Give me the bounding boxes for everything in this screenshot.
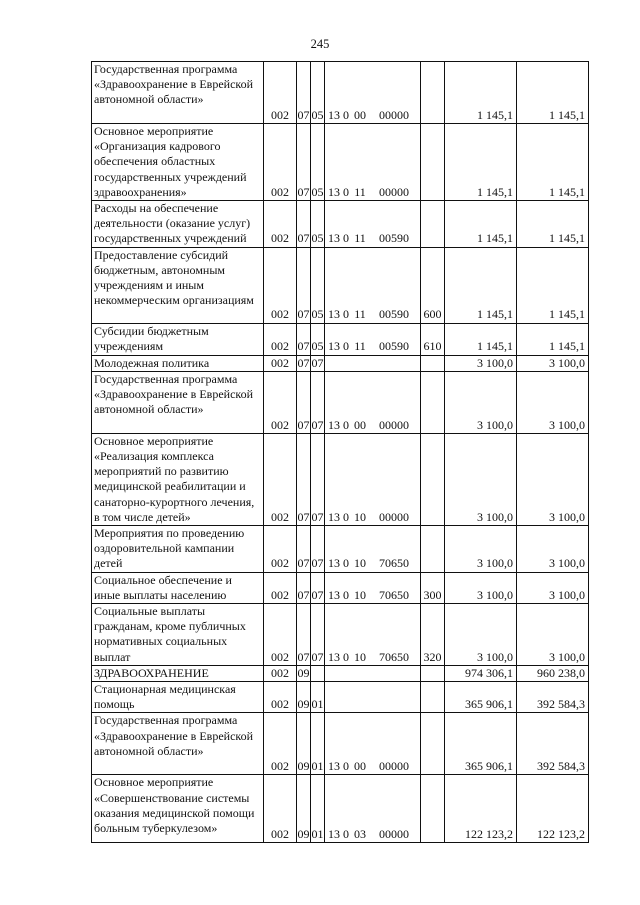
target-article-cell — [325, 124, 421, 201]
ministry-code-cell: 002 — [264, 371, 297, 433]
section-code-cell: 07 — [297, 201, 311, 248]
sum-year1-cell: 3 100,0 — [445, 604, 517, 666]
subsection-code-cell: 07 — [311, 604, 325, 666]
sum-year1-cell: 3 100,0 — [445, 526, 517, 573]
main-event-code: 03 — [354, 827, 366, 842]
expense-type-cell — [421, 526, 445, 573]
subprogram-code: 0 — [343, 184, 349, 199]
ministry-code-cell: 002 — [264, 124, 297, 201]
direction-code: 00000 — [379, 417, 409, 432]
section-code-cell: 07 — [297, 433, 311, 525]
ministry-code-cell: 002 — [264, 665, 297, 681]
subsection-code-cell: 01 — [311, 775, 325, 843]
sum-year1-cell: 3 100,0 — [445, 433, 517, 525]
table-row — [92, 682, 589, 713]
item-name-cell: Государственная программа «Здравоохранение в Еврейской автономной области» — [92, 371, 264, 433]
sum-year2-cell: 1 145,1 — [517, 124, 589, 201]
subsection-code-cell: 05 — [311, 247, 325, 323]
table-row — [92, 247, 589, 323]
ministry-code-cell: 002 — [264, 62, 297, 124]
subsection-code-cell: 07 — [311, 433, 325, 525]
direction-code: 00590 — [379, 339, 409, 354]
item-name-cell: Расходы на обеспечение деятельности (оказание услуг) государственных учреждений — [92, 201, 264, 248]
target-program-code: 13 — [328, 417, 340, 432]
section-code-cell: 09 — [297, 713, 311, 775]
expense-type-cell — [421, 201, 445, 248]
sum-year1-cell: 365 906,1 — [445, 713, 517, 775]
sum-year2-cell: 1 145,1 — [517, 247, 589, 323]
table-row — [92, 433, 589, 525]
main-event-code: 10 — [354, 556, 366, 571]
subsection-code-cell: 01 — [311, 713, 325, 775]
ministry-code-cell: 002 — [264, 201, 297, 248]
table-row — [92, 371, 589, 433]
target-program-code: 13 — [328, 307, 340, 322]
target-article-cell — [325, 371, 421, 433]
sum-year1-cell: 974 306,1 — [445, 665, 517, 681]
subsection-code-cell: 07 — [311, 572, 325, 603]
target-program-code: 13 — [328, 587, 340, 602]
expense-type-cell: 300 — [421, 572, 445, 603]
expense-type-cell: 610 — [421, 323, 445, 355]
table-row — [92, 604, 589, 666]
subprogram-code: 0 — [343, 307, 349, 322]
target-program-code: 13 — [328, 556, 340, 571]
table-row — [92, 323, 589, 355]
target-article-cell — [325, 665, 421, 681]
subsection-code-cell: 07 — [311, 526, 325, 573]
direction-code: 00000 — [379, 827, 409, 842]
sum-year2-cell: 1 145,1 — [517, 323, 589, 355]
expense-type-cell — [421, 665, 445, 681]
sum-year1-cell: 365 906,1 — [445, 682, 517, 713]
sum-year2-cell: 122 123,2 — [517, 775, 589, 843]
main-event-code: 10 — [354, 587, 366, 602]
subprogram-code: 0 — [343, 417, 349, 432]
direction-code: 00590 — [379, 231, 409, 246]
expense-type-cell — [421, 124, 445, 201]
item-name-cell: Государственная программа «Здравоохранение в Еврейской автономной области» — [92, 62, 264, 124]
ministry-code-cell: 002 — [264, 775, 297, 843]
item-name-cell: Молодежная политика — [92, 355, 264, 371]
section-code-cell: 07 — [297, 323, 311, 355]
item-name-cell: Государственная программа «Здравоохранение в Еврейской автономной области» — [92, 713, 264, 775]
item-name-cell: Социальное обеспечение и иные выплаты населению — [92, 572, 264, 603]
section-code-cell: 07 — [297, 604, 311, 666]
section-code-cell: 07 — [297, 572, 311, 603]
target-article-cell — [325, 201, 421, 248]
target-program-code: 13 — [328, 509, 340, 524]
direction-code: 00000 — [379, 107, 409, 122]
direction-code: 70650 — [379, 649, 409, 664]
ministry-code-cell: 002 — [264, 713, 297, 775]
ministry-code-cell: 002 — [264, 323, 297, 355]
subprogram-code: 0 — [343, 827, 349, 842]
main-event-code: 00 — [354, 107, 366, 122]
sum-year1-cell: 1 145,1 — [445, 247, 517, 323]
subprogram-code: 0 — [343, 759, 349, 774]
subprogram-code: 0 — [343, 587, 349, 602]
target-program-code: 13 — [328, 339, 340, 354]
subsection-code-cell: 05 — [311, 323, 325, 355]
sum-year1-cell: 3 100,0 — [445, 371, 517, 433]
target-article-cell — [325, 355, 421, 371]
item-name-cell: Мероприятия по проведению оздоровительной кампании детей — [92, 526, 264, 573]
direction-code: 00000 — [379, 184, 409, 199]
subsection-code-cell: 05 — [311, 124, 325, 201]
sum-year2-cell: 3 100,0 — [517, 371, 589, 433]
target-program-code: 13 — [328, 759, 340, 774]
main-event-code: 11 — [354, 339, 366, 354]
target-article-cell — [325, 572, 421, 603]
section-code-cell: 09 — [297, 682, 311, 713]
item-name-cell: Предоставление субсидий бюджетным, автономным учреждениям и иным некоммерческим организациям — [92, 247, 264, 323]
target-article-cell — [325, 247, 421, 323]
target-article-cell — [325, 775, 421, 843]
item-name-cell: Субсидии бюджетным учреждениям — [92, 323, 264, 355]
section-code-cell: 07 — [297, 355, 310, 370]
direction-code: 00000 — [379, 509, 409, 524]
subsection-code-cell: 01 — [311, 682, 325, 713]
sum-year2-cell: 1 145,1 — [517, 62, 589, 124]
sum-year1-cell: 3 100,0 — [445, 355, 517, 371]
subprogram-code: 0 — [343, 231, 349, 246]
subprogram-code: 0 — [343, 107, 349, 122]
subprogram-code: 0 — [343, 556, 349, 571]
expense-type-cell — [421, 433, 445, 525]
section-code-cell: 09 — [297, 665, 310, 680]
target-article-cell — [325, 323, 421, 355]
expense-type-cell: 320 — [421, 604, 445, 666]
subsection-code-cell — [311, 665, 325, 681]
subsection-code-cell: 07 — [311, 355, 324, 370]
section-code-cell: 07 — [297, 371, 311, 433]
item-name-cell: ЗДРАВООХРАНЕНИЕ — [92, 665, 264, 681]
ministry-code-cell: 002 — [264, 526, 297, 573]
section-code-cell: 07 — [297, 62, 311, 124]
sum-year2-cell: 3 100,0 — [517, 526, 589, 573]
sum-year1-cell: 3 100,0 — [445, 572, 517, 603]
sum-year2-cell: 3 100,0 — [517, 572, 589, 603]
direction-code: 00590 — [379, 307, 409, 322]
target-program-code: 13 — [328, 827, 340, 842]
sum-year1-cell: 1 145,1 — [445, 201, 517, 248]
table-row — [92, 572, 589, 603]
sum-year2-cell: 3 100,0 — [517, 355, 589, 371]
item-name-cell: Стационарная медицинская помощь — [92, 682, 264, 713]
item-name-cell: Основное мероприятие «Совершенствование системы оказания медицинской помощи больным туберкулезом» — [92, 775, 264, 843]
table-row — [92, 665, 589, 681]
expense-type-cell — [421, 355, 445, 371]
table-row — [92, 201, 589, 248]
main-event-code: 10 — [354, 509, 366, 524]
subprogram-code: 0 — [343, 509, 349, 524]
ministry-code-cell: 002 — [264, 604, 297, 666]
subprogram-code: 0 — [343, 339, 349, 354]
ministry-code-cell: 002 — [264, 572, 297, 603]
ministry-code-cell: 002 — [264, 247, 297, 323]
subsection-code-cell: 05 — [311, 62, 325, 124]
main-event-code: 00 — [354, 759, 366, 774]
target-article-cell — [325, 433, 421, 525]
sum-year1-cell: 1 145,1 — [445, 62, 517, 124]
sum-year1-cell: 1 145,1 — [445, 323, 517, 355]
expense-type-cell — [421, 371, 445, 433]
section-code-cell: 07 — [297, 124, 311, 201]
main-event-code: 00 — [354, 417, 366, 432]
sum-year1-cell: 1 145,1 — [445, 124, 517, 201]
main-event-code: 11 — [354, 184, 366, 199]
table-row — [92, 355, 589, 371]
section-code-cell: 09 — [297, 775, 311, 843]
direction-code: 70650 — [379, 587, 409, 602]
table-row — [92, 713, 589, 775]
table-row — [92, 526, 589, 573]
expense-type-cell — [421, 62, 445, 124]
ministry-code-cell: 002 — [264, 682, 297, 713]
item-name-cell: Социальные выплаты гражданам, кроме публичных нормативных социальных выплат — [92, 604, 264, 666]
main-event-code: 11 — [354, 307, 366, 322]
sum-year2-cell: 3 100,0 — [517, 604, 589, 666]
target-article-cell — [325, 604, 421, 666]
target-article-cell — [325, 682, 421, 713]
sum-year2-cell: 392 584,3 — [517, 682, 589, 713]
expense-type-cell — [421, 775, 445, 843]
main-event-code: 11 — [354, 231, 366, 246]
expense-type-cell — [421, 713, 445, 775]
table-row — [92, 775, 589, 843]
target-program-code: 13 — [328, 649, 340, 664]
ministry-code-cell: 002 — [264, 355, 297, 371]
target-program-code: 13 — [328, 231, 340, 246]
sum-year1-cell: 122 123,2 — [445, 775, 517, 843]
target-program-code: 13 — [328, 107, 340, 122]
sum-year2-cell: 392 584,3 — [517, 713, 589, 775]
sum-year2-cell: 1 145,1 — [517, 201, 589, 248]
subsection-code-cell: 07 — [311, 371, 325, 433]
expense-type-cell — [421, 682, 445, 713]
item-name-cell: Основное мероприятие «Реализация комплекса мероприятий по развитию медицинской реабилитации и санаторно-курортного лечения, в том числе детей» — [92, 433, 264, 525]
expense-type-cell: 600 — [421, 247, 445, 323]
direction-code: 70650 — [379, 556, 409, 571]
direction-code: 00000 — [379, 759, 409, 774]
table-row — [92, 62, 589, 124]
item-name-cell: Основное мероприятие «Организация кадрового обеспечения областных государственных учреждений здравоохранения» — [92, 124, 264, 201]
main-event-code: 10 — [354, 649, 366, 664]
sum-year2-cell: 3 100,0 — [517, 433, 589, 525]
subsection-code-cell: 05 — [311, 201, 325, 248]
ministry-code-cell: 002 — [264, 433, 297, 525]
table-row — [92, 124, 589, 201]
target-article-cell — [325, 713, 421, 775]
subprogram-code: 0 — [343, 649, 349, 664]
budget-table — [91, 61, 589, 843]
section-code-cell: 07 — [297, 247, 311, 323]
target-article-cell — [325, 62, 421, 124]
sum-year2-cell: 960 238,0 — [517, 665, 589, 681]
target-article-cell — [325, 526, 421, 573]
target-program-code: 13 — [328, 184, 340, 199]
page-number: 245 — [310, 37, 330, 51]
section-code-cell: 07 — [297, 526, 311, 573]
